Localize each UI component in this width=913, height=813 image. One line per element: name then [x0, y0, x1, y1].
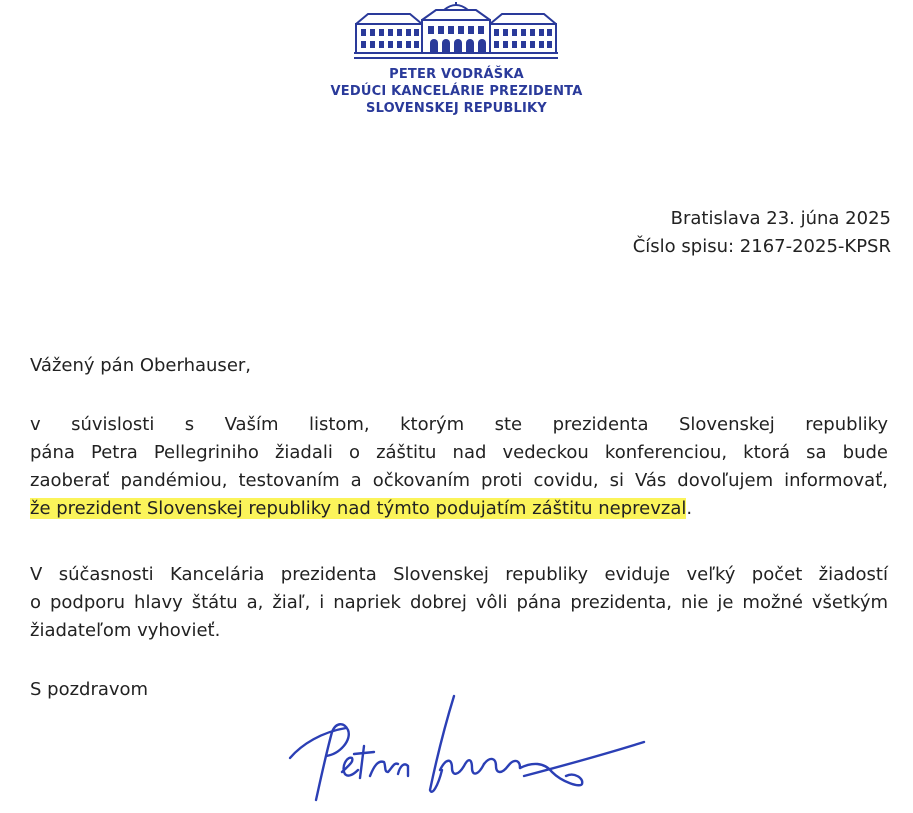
- paragraph-2-line-2: o podporu hlavy štátu a, žiaľ, i napriek dobrej vôli pána prezidenta, nie je možné všetkým: [30, 592, 888, 613]
- place-date: Bratislava 23. júna 2025: [670, 208, 891, 229]
- sender-name: PETER VODRÁŠKA: [389, 67, 524, 82]
- file-number: Číslo spisu: 2167-2025-KPSR: [632, 236, 891, 257]
- paragraph-2-line-1: V súčasnosti Kancelária prezidenta Slovenskej republiky eviduje veľký počet žiadostí: [30, 564, 888, 585]
- paragraph-1-line-2: pána Petra Pellegriniho žiadali o záštitu nad vedeckou konferenciou, ktorá sa bude: [30, 442, 888, 463]
- highlighted-text: že prezident Slovenskej republiky nad týmto podujatím záštitu neprevzal: [30, 498, 687, 519]
- paragraph-1: [30, 411, 888, 523]
- salutation: Vážený pán Oberhauser,: [30, 355, 252, 376]
- closing: S pozdravom: [30, 679, 149, 700]
- paragraph-1-line-1: v súvislosti s Vaším listom, ktorým ste prezidenta Slovenskej republiky: [30, 414, 888, 435]
- paragraph-1-line-3: zaoberať pandémiou, testovaním a očkovaním proti covidu, si Vás dovoľujem informovať,: [30, 470, 888, 491]
- paragraph-1-end: .: [686, 498, 693, 519]
- presidential-palace-emblem: [352, 2, 560, 62]
- paragraph-1-line-4: [30, 495, 888, 523]
- sender-title-line-2: SLOVENSKEJ REPUBLIKY: [366, 101, 547, 116]
- signature: [282, 692, 662, 813]
- paragraph-2-line-3: žiadateľom vyhovieť.: [30, 620, 221, 641]
- paragraph-2: [30, 561, 888, 645]
- sender-title-line-1: VEDÚCI KANCELÁRIE PREZIDENTA: [330, 84, 583, 99]
